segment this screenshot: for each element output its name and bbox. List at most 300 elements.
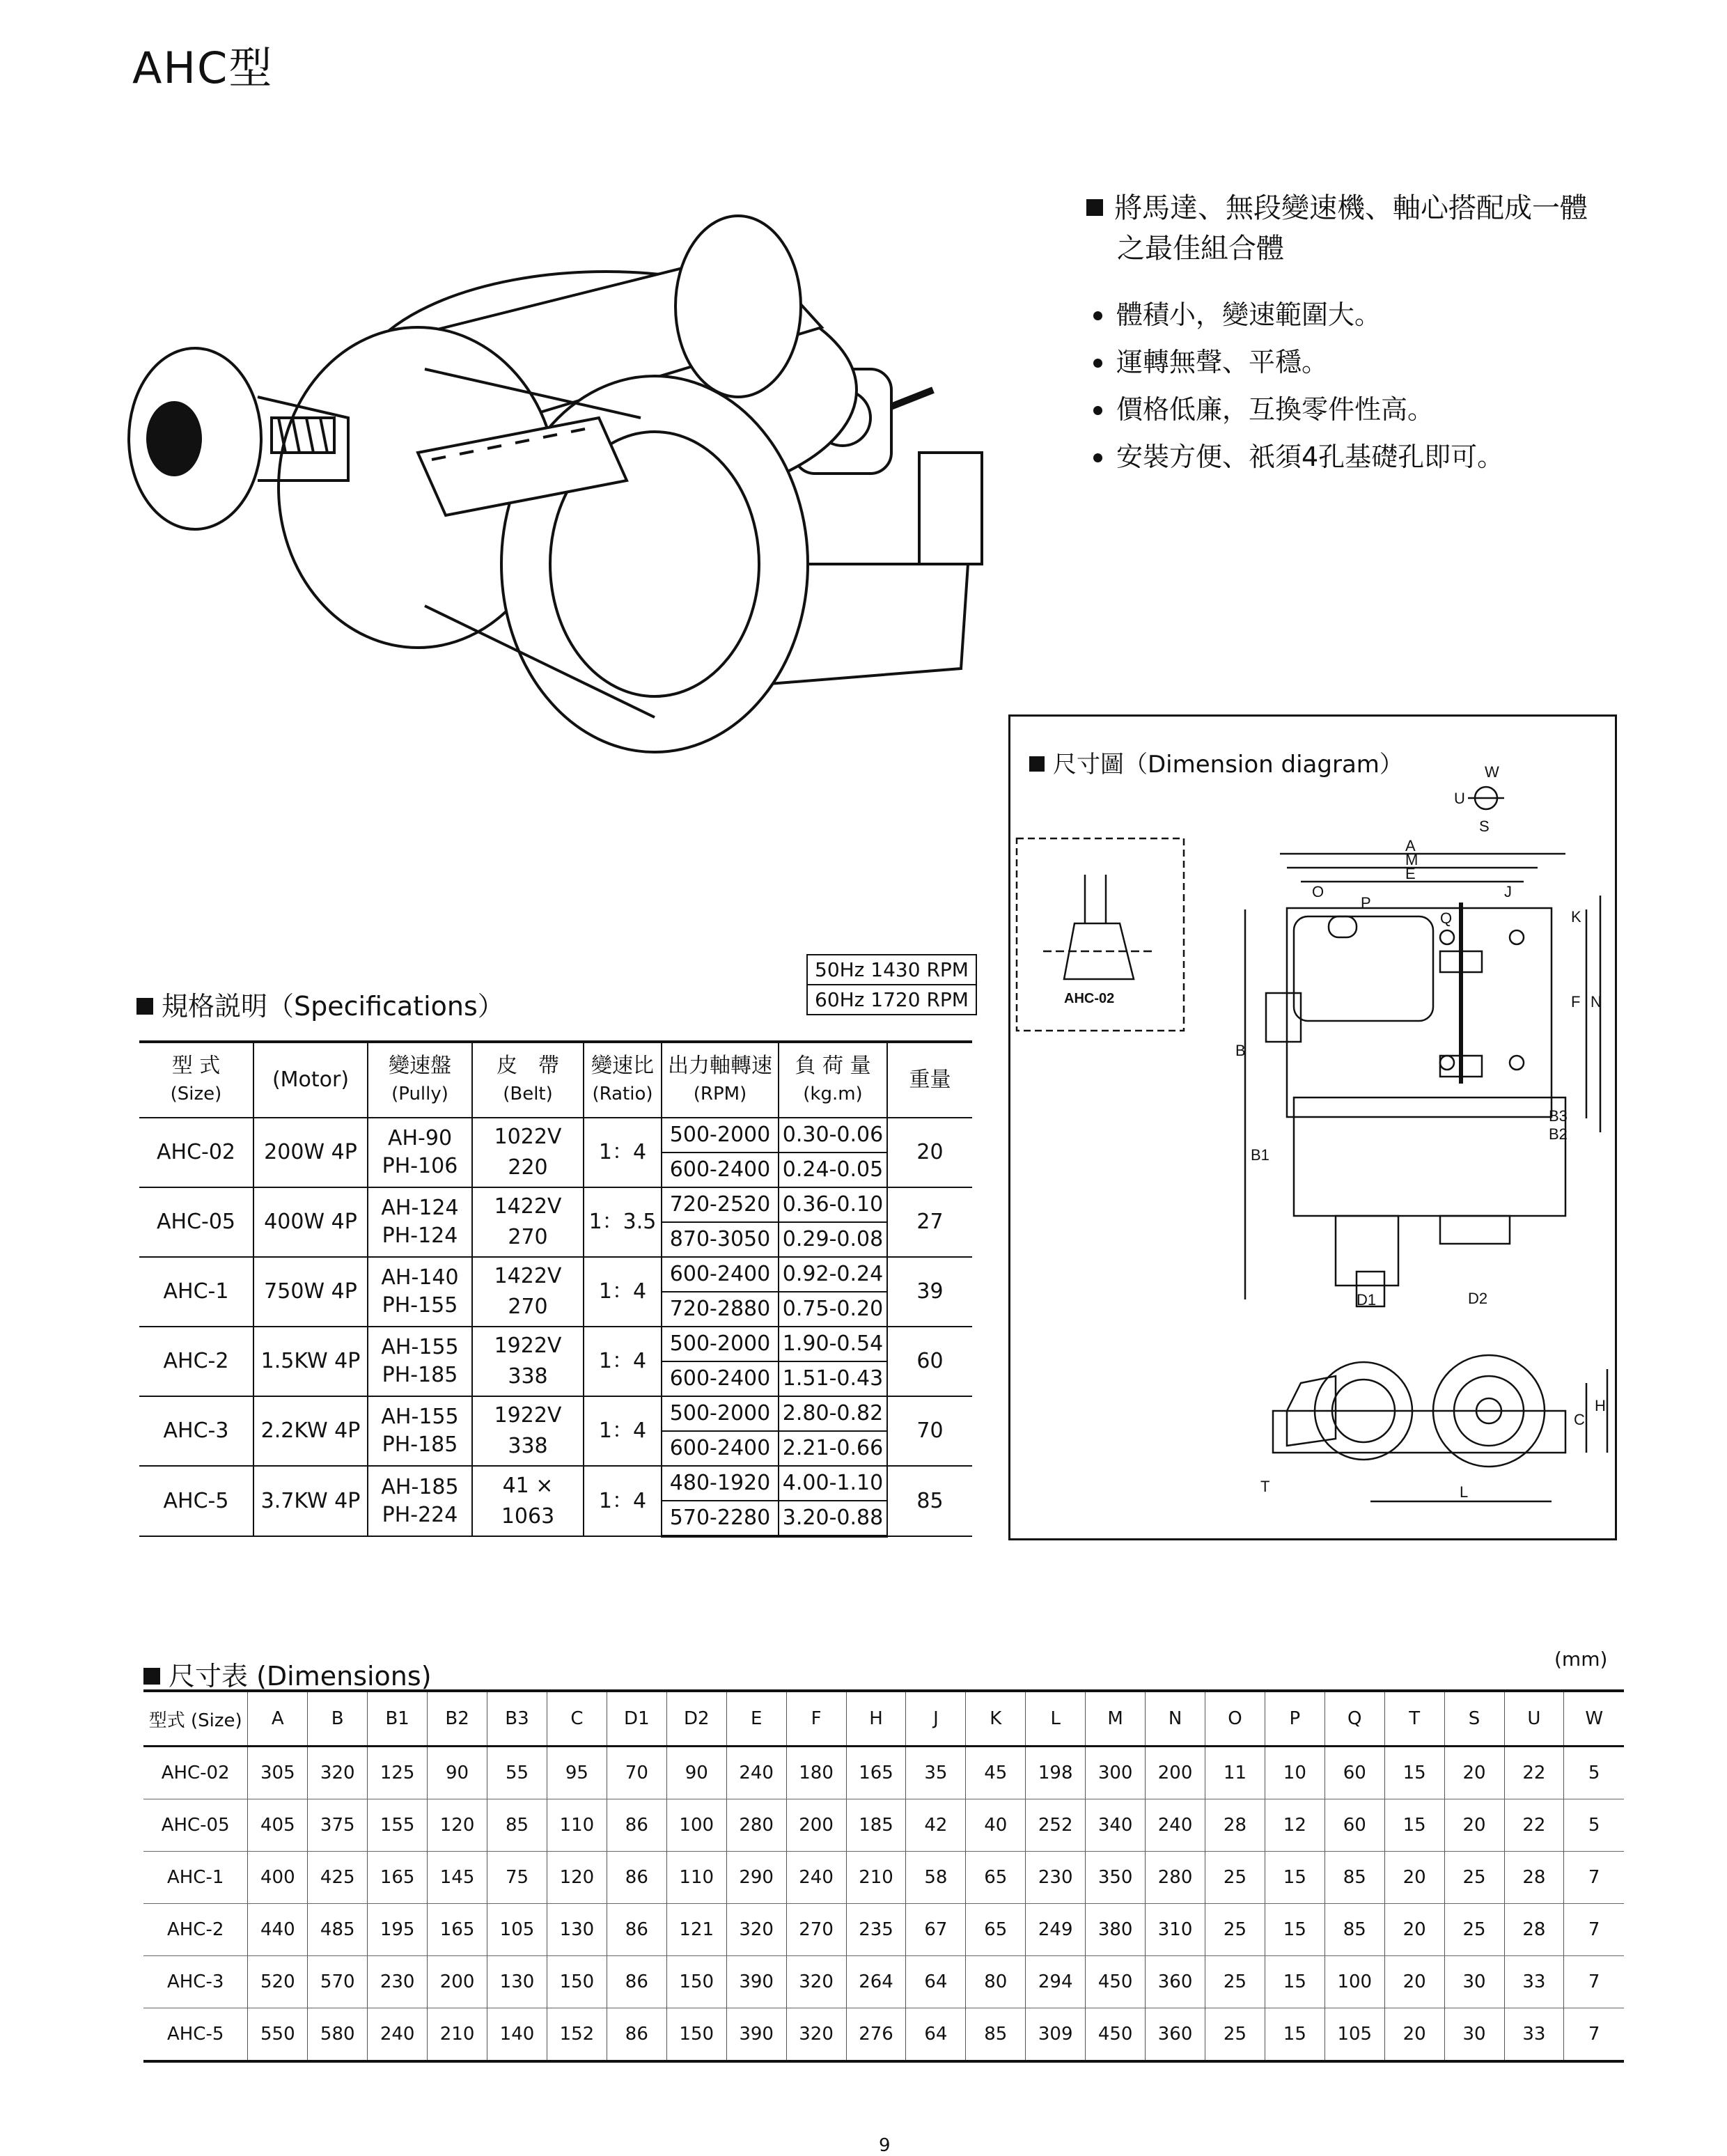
dim-value-cell: 90 — [666, 1747, 726, 1799]
spec-rpm: 500-2000 — [662, 1396, 779, 1431]
dim-header-cell: H — [846, 1691, 906, 1747]
inset-label: AHC-02 — [1064, 991, 1115, 1006]
spec-weight: 39 — [887, 1257, 972, 1327]
dim-value-cell: 11 — [1205, 1747, 1265, 1799]
dim-row — [143, 2008, 1624, 2062]
dim-value-cell: 210 — [428, 2008, 487, 2062]
label-t: T — [1260, 1478, 1270, 1495]
dim-value-cell: 100 — [666, 1799, 726, 1852]
dim-value-cell: 240 — [368, 2008, 428, 2062]
dim-value-cell: 33 — [1504, 2008, 1564, 2062]
dim-value-cell: 270 — [786, 1904, 846, 1956]
feature-item: 安裝方便、祇須4孔基礎孔即可。 — [1093, 433, 1503, 481]
dim-row — [143, 1904, 1624, 1956]
label-b: B — [1235, 1042, 1246, 1059]
dim-value-cell: 55 — [487, 1747, 547, 1799]
dim-value-cell: 400 — [248, 1852, 308, 1904]
spec-motor: 400W 4P — [253, 1187, 368, 1257]
spec-motor: 2.2KW 4P — [253, 1396, 368, 1466]
spec-pully-line: PH-124 — [382, 1224, 458, 1248]
dim-value-cell: 15 — [1265, 1956, 1324, 2008]
dim-value-cell: 25 — [1205, 1904, 1265, 1956]
dim-value-cell: 360 — [1146, 1956, 1205, 2008]
dim-header-cell: D2 — [666, 1691, 726, 1747]
label-e: E — [1405, 865, 1416, 882]
dim-value-cell: 85 — [1324, 1852, 1384, 1904]
page-number: 9 — [879, 2135, 891, 2156]
spec-section-title: 規格説明（Specifications） — [136, 985, 504, 1023]
square-bullet-icon — [143, 1668, 160, 1685]
spec-ratio: 1：4 — [584, 1466, 662, 1536]
dim-value-cell: 20 — [1444, 1747, 1504, 1799]
dim-value-cell: 28 — [1205, 1799, 1265, 1852]
spec-rpm: 600-2400 — [662, 1257, 779, 1292]
bullet-icon — [1093, 359, 1102, 368]
spec-rpm: 570-2280 — [662, 1501, 779, 1536]
dim-value-cell: 86 — [607, 2008, 666, 2062]
label-u: U — [1454, 790, 1465, 807]
spec-rpm: 500-2000 — [662, 1327, 779, 1361]
spec-header-main: (Motor) — [272, 1068, 350, 1092]
dimension-diagram-title: 尺寸圖（Dimension diagram） — [1029, 745, 1403, 779]
dim-value-cell: 121 — [666, 1904, 726, 1956]
dim-value-cell: 520 — [248, 1956, 308, 2008]
spec-header-main: 出力軸轉速 — [668, 1054, 772, 1078]
spec-load: 0.24-0.05 — [779, 1153, 887, 1187]
spec-ratio: 1：3.5 — [584, 1187, 662, 1257]
dim-value-cell: 235 — [846, 1904, 906, 1956]
dim-value-cell: 15 — [1384, 1799, 1444, 1852]
dim-header-cell: U — [1504, 1691, 1564, 1747]
dim-header-cell: S — [1444, 1691, 1504, 1747]
dim-value-cell: 28 — [1504, 1904, 1564, 1956]
dim-value-cell: 200 — [786, 1799, 846, 1852]
dim-value-cell: 264 — [846, 1956, 906, 2008]
dim-value-cell: 20 — [1384, 2008, 1444, 2062]
dim-value-cell: 310 — [1146, 1904, 1205, 1956]
dim-header-cell: F — [786, 1691, 846, 1747]
dim-value-cell: 22 — [1504, 1747, 1564, 1799]
dim-header-cell: W — [1564, 1691, 1624, 1747]
dim-value-cell: 130 — [547, 1904, 607, 1956]
spec-pully-line: AH-155 — [381, 1335, 459, 1359]
label-d1: D1 — [1357, 1291, 1377, 1309]
dim-value-cell: 145 — [428, 1852, 487, 1904]
spec-load: 2.80-0.82 — [779, 1396, 887, 1431]
label-c: C — [1574, 1411, 1585, 1428]
dim-value-cell: 86 — [607, 1956, 666, 2008]
spec-header-sub: (Belt) — [503, 1084, 553, 1104]
unit-label: (mm) — [1554, 1648, 1608, 1671]
dim-value-cell: 60 — [1324, 1747, 1384, 1799]
dim-header-cell: L — [1026, 1691, 1086, 1747]
dim-value-cell: 380 — [1086, 1904, 1146, 1956]
dim-header-cell: 型式 (Size) — [143, 1691, 248, 1747]
bullet-icon — [1093, 311, 1102, 320]
spec-pully-line: PH-224 — [382, 1502, 458, 1527]
label-m: M — [1405, 851, 1419, 868]
dim-value-cell: 200 — [428, 1956, 487, 2008]
dim-value-cell: 450 — [1086, 1956, 1146, 2008]
dim-header-cell: D1 — [607, 1691, 666, 1747]
spec-row — [139, 1118, 972, 1153]
dim-value-cell: 440 — [248, 1904, 308, 1956]
spec-weight: 60 — [887, 1327, 972, 1396]
spec-row — [139, 1187, 972, 1222]
dimension-diagram — [1008, 714, 1613, 1536]
dim-value-cell: 80 — [966, 1956, 1026, 2008]
feature-item: 價格低廉，互換零件性高。 — [1093, 386, 1503, 433]
spec-rpm: 600-2400 — [662, 1361, 779, 1396]
spec-pully — [368, 1327, 472, 1396]
dim-value-cell: 35 — [906, 1747, 966, 1799]
dim-value-cell: 85 — [966, 2008, 1026, 2062]
spec-size: AHC-05 — [139, 1187, 253, 1257]
spec-header-sub: (Ratio) — [592, 1084, 653, 1104]
spec-header-main: 變速比 — [591, 1054, 654, 1078]
label-h: H — [1595, 1397, 1606, 1414]
spec-pully — [368, 1118, 472, 1187]
spec-pully-line: AH-140 — [381, 1265, 459, 1290]
spec-pully — [368, 1396, 472, 1466]
dim-value-cell: 200 — [1146, 1747, 1205, 1799]
spec-rpm: 600-2400 — [662, 1153, 779, 1187]
dim-value-cell: 20 — [1384, 1852, 1444, 1904]
dim-value-cell: 230 — [368, 1956, 428, 2008]
spec-weight: 70 — [887, 1396, 972, 1466]
dim-value-cell: 140 — [487, 2008, 547, 2062]
spec-table — [139, 1040, 972, 1538]
spec-size: AHC-5 — [139, 1466, 253, 1536]
spec-weight: 20 — [887, 1118, 972, 1187]
dim-value-cell: 375 — [308, 1799, 368, 1852]
spec-header-cell — [368, 1042, 472, 1118]
dim-header-cell: P — [1265, 1691, 1324, 1747]
label-d2: D2 — [1468, 1290, 1488, 1307]
feature-heading: 將馬達、無段變速機、軸心搭配成一體 之最佳組合體 — [1086, 188, 1657, 269]
dim-value-cell: 280 — [1146, 1852, 1205, 1904]
dim-value-cell: 45 — [966, 1747, 1026, 1799]
spec-load: 1.51-0.43 — [779, 1361, 887, 1396]
spec-load: 2.21-0.66 — [779, 1431, 887, 1466]
label-o: O — [1312, 883, 1324, 900]
spec-motor: 3.7KW 4P — [253, 1466, 368, 1536]
spec-row — [139, 1466, 972, 1501]
dim-header-cell: B — [308, 1691, 368, 1747]
dim-value-cell: 320 — [726, 1904, 786, 1956]
dim-value-cell: 150 — [666, 1956, 726, 2008]
dim-value-cell: 60 — [1324, 1799, 1384, 1852]
dim-value-cell: 570 — [308, 1956, 368, 2008]
dim-value-cell: 405 — [248, 1799, 308, 1852]
dim-size-cell: AHC-5 — [143, 2008, 248, 2062]
dim-header-cell: B2 — [428, 1691, 487, 1747]
label-q: Q — [1440, 909, 1453, 927]
dim-value-cell: 320 — [308, 1747, 368, 1799]
dim-value-cell: 100 — [1324, 1956, 1384, 2008]
spec-header-main: 負 荷 量 — [795, 1054, 871, 1078]
spec-header-sub: (kg.m) — [803, 1084, 863, 1104]
label-b2: B2 — [1549, 1125, 1568, 1143]
dim-value-cell: 309 — [1026, 2008, 1086, 2062]
spec-pully-line: AH-90 — [387, 1126, 453, 1150]
spec-pully-line: PH-106 — [382, 1154, 458, 1178]
dim-value-cell: 390 — [726, 1956, 786, 2008]
dim-value-cell: 125 — [368, 1747, 428, 1799]
spec-belt: 1422V 270 — [472, 1257, 584, 1327]
spec-weight: 27 — [887, 1187, 972, 1257]
spec-belt: 1422V 270 — [472, 1187, 584, 1257]
dim-value-cell: 22 — [1504, 1799, 1564, 1852]
dim-value-cell: 105 — [487, 1904, 547, 1956]
dim-value-cell: 95 — [547, 1747, 607, 1799]
spec-header-cell — [253, 1042, 368, 1118]
spec-row — [139, 1327, 972, 1361]
dim-value-cell: 185 — [846, 1799, 906, 1852]
spec-header-main: 變速盤 — [389, 1054, 451, 1078]
spec-motor: 750W 4P — [253, 1257, 368, 1327]
dim-value-cell: 280 — [726, 1799, 786, 1852]
rpm-box — [806, 954, 977, 1015]
dim-value-cell: 294 — [1026, 1956, 1086, 2008]
spec-row — [139, 1257, 972, 1292]
rpm-60hz: 60Hz 1720 RPM — [808, 984, 976, 1014]
dim-value-cell: 240 — [1146, 1799, 1205, 1852]
dim-value-cell: 64 — [906, 2008, 966, 2062]
dim-value-cell: 7 — [1564, 1852, 1624, 1904]
dim-value-cell: 67 — [906, 1904, 966, 1956]
dim-value-cell: 165 — [368, 1852, 428, 1904]
label-k: K — [1571, 908, 1581, 925]
spec-rpm: 500-2000 — [662, 1118, 779, 1153]
dim-row — [143, 1799, 1624, 1852]
spec-header-main: 型 式 — [171, 1054, 221, 1078]
bullet-icon — [1093, 453, 1102, 462]
dim-value-cell: 450 — [1086, 2008, 1146, 2062]
spec-header-sub: (Pully) — [391, 1084, 448, 1104]
dim-header-cell: C — [547, 1691, 607, 1747]
dim-value-cell: 360 — [1146, 2008, 1205, 2062]
dim-value-cell: 240 — [726, 1747, 786, 1799]
dim-section-title: 尺寸表 (Dimensions) — [143, 1655, 432, 1693]
bullet-icon — [1093, 406, 1102, 415]
dim-value-cell: 130 — [487, 1956, 547, 2008]
dim-value-cell: 152 — [547, 2008, 607, 2062]
spec-load: 0.36-0.10 — [779, 1187, 887, 1222]
spec-load: 3.20-0.88 — [779, 1501, 887, 1536]
spec-ratio: 1：4 — [584, 1327, 662, 1396]
spec-header-sub: (Size) — [170, 1084, 222, 1104]
dim-value-cell: 110 — [547, 1799, 607, 1852]
label-p: P — [1361, 894, 1371, 912]
dim-value-cell: 120 — [547, 1852, 607, 1904]
dim-value-cell: 30 — [1444, 2008, 1504, 2062]
dim-value-cell: 70 — [607, 1747, 666, 1799]
dim-value-cell: 165 — [428, 1904, 487, 1956]
label-l: L — [1460, 1483, 1469, 1501]
feature-item: 運轉無聲、平穩。 — [1093, 338, 1503, 386]
dim-value-cell: 90 — [428, 1747, 487, 1799]
dim-header-cell: N — [1146, 1691, 1205, 1747]
spec-ratio: 1：4 — [584, 1396, 662, 1466]
dim-value-cell: 550 — [248, 2008, 308, 2062]
dim-header-cell: K — [966, 1691, 1026, 1747]
dim-value-cell: 15 — [1265, 2008, 1324, 2062]
dim-value-cell: 40 — [966, 1799, 1026, 1852]
dim-value-cell: 86 — [607, 1799, 666, 1852]
dim-value-cell: 20 — [1444, 1799, 1504, 1852]
dim-value-cell: 276 — [846, 2008, 906, 2062]
spec-ratio: 1：4 — [584, 1118, 662, 1187]
dim-header-cell: O — [1205, 1691, 1265, 1747]
dim-value-cell: 110 — [666, 1852, 726, 1904]
dim-value-cell: 425 — [308, 1852, 368, 1904]
dim-value-cell: 155 — [368, 1799, 428, 1852]
spec-header-cell — [139, 1042, 253, 1118]
dim-value-cell: 25 — [1444, 1904, 1504, 1956]
spec-pully-line: PH-185 — [382, 1363, 458, 1387]
dim-value-cell: 25 — [1205, 1852, 1265, 1904]
spec-header-main: 皮 帶 — [497, 1054, 559, 1078]
spec-header-cell — [779, 1042, 887, 1118]
dim-value-cell: 180 — [786, 1747, 846, 1799]
dim-header-cell: B3 — [487, 1691, 547, 1747]
dim-size-cell: AHC-05 — [143, 1799, 248, 1852]
spec-header-cell — [662, 1042, 779, 1118]
spec-pully-line: AH-155 — [381, 1405, 459, 1429]
feature-list — [1093, 291, 1503, 481]
spec-header-cell — [887, 1042, 972, 1118]
dim-value-cell: 300 — [1086, 1747, 1146, 1799]
dim-value-cell: 20 — [1384, 1904, 1444, 1956]
label-a: A — [1405, 837, 1416, 854]
dim-value-cell: 75 — [487, 1852, 547, 1904]
dim-size-cell: AHC-3 — [143, 1956, 248, 2008]
dim-value-cell: 390 — [726, 2008, 786, 2062]
label-n: N — [1591, 993, 1602, 1010]
square-bullet-icon — [136, 998, 153, 1015]
dim-value-cell: 5 — [1564, 1799, 1624, 1852]
rpm-50hz: 50Hz 1430 RPM — [815, 958, 969, 981]
spec-load: 0.30-0.06 — [779, 1118, 887, 1153]
dim-header-cell: J — [906, 1691, 966, 1747]
dim-value-cell: 249 — [1026, 1904, 1086, 1956]
dim-size-cell: AHC-02 — [143, 1747, 248, 1799]
spec-load: 4.00-1.10 — [779, 1466, 887, 1501]
dim-value-cell: 42 — [906, 1799, 966, 1852]
spec-rpm: 720-2520 — [662, 1187, 779, 1222]
dim-value-cell: 15 — [1265, 1904, 1324, 1956]
dim-value-cell: 105 — [1324, 2008, 1384, 2062]
dim-value-cell: 320 — [786, 2008, 846, 2062]
dim-value-cell: 7 — [1564, 1956, 1624, 2008]
spec-pully — [368, 1466, 472, 1536]
dim-value-cell: 20 — [1384, 1956, 1444, 2008]
dim-size-cell: AHC-2 — [143, 1904, 248, 1956]
feature-item: 體積小，變速範圍大。 — [1093, 291, 1503, 338]
dim-row — [143, 1747, 1624, 1799]
dim-value-cell: 198 — [1026, 1747, 1086, 1799]
dim-value-cell: 25 — [1444, 1852, 1504, 1904]
label-j: J — [1504, 883, 1512, 900]
dim-value-cell: 15 — [1384, 1747, 1444, 1799]
dim-header-cell: E — [726, 1691, 786, 1747]
spec-row — [139, 1396, 972, 1431]
dim-row — [143, 1852, 1624, 1904]
spec-size: AHC-02 — [139, 1118, 253, 1187]
label-b3: B3 — [1549, 1107, 1568, 1125]
spec-pully-line: AH-124 — [381, 1196, 459, 1220]
spec-load: 1.90-0.54 — [779, 1327, 887, 1361]
spec-weight: 85 — [887, 1466, 972, 1536]
dim-value-cell: 25 — [1205, 2008, 1265, 2062]
spec-header-sub: (RPM) — [693, 1084, 747, 1104]
dim-value-cell: 7 — [1564, 1904, 1624, 1956]
dim-value-cell: 5 — [1564, 1747, 1624, 1799]
spec-pully-line: AH-185 — [381, 1474, 459, 1499]
dim-value-cell: 85 — [487, 1799, 547, 1852]
dim-header-cell: B1 — [368, 1691, 428, 1747]
spec-header-main: 重量 — [909, 1068, 951, 1092]
spec-load: 0.75-0.20 — [779, 1292, 887, 1327]
spec-belt: 1922V 338 — [472, 1327, 584, 1396]
spec-pully-line: PH-185 — [382, 1432, 458, 1457]
dim-value-cell: 320 — [786, 1956, 846, 2008]
label-b1: B1 — [1251, 1146, 1269, 1164]
dim-header-cell: Q — [1324, 1691, 1384, 1747]
dim-value-cell: 65 — [966, 1852, 1026, 1904]
dim-value-cell: 86 — [607, 1852, 666, 1904]
dim-header-cell: T — [1384, 1691, 1444, 1747]
dimension-table — [143, 1689, 1624, 2063]
dim-value-cell: 210 — [846, 1852, 906, 1904]
dim-value-cell: 85 — [1324, 1904, 1384, 1956]
label-f: F — [1571, 993, 1581, 1010]
dim-value-cell: 15 — [1265, 1852, 1324, 1904]
dim-value-cell: 25 — [1205, 1956, 1265, 2008]
dim-value-cell: 150 — [547, 1956, 607, 2008]
dim-value-cell: 240 — [786, 1852, 846, 1904]
spec-pully — [368, 1257, 472, 1327]
spec-load: 0.29-0.08 — [779, 1222, 887, 1257]
dim-value-cell: 120 — [428, 1799, 487, 1852]
spec-size: AHC-2 — [139, 1327, 253, 1396]
spec-ratio: 1：4 — [584, 1257, 662, 1327]
dim-value-cell: 150 — [666, 2008, 726, 2062]
spec-belt: 1022V 220 — [472, 1118, 584, 1187]
spec-belt: 41 × 1063 — [472, 1466, 584, 1536]
dim-header-cell: A — [248, 1691, 308, 1747]
dim-value-cell: 252 — [1026, 1799, 1086, 1852]
dim-value-cell: 12 — [1265, 1799, 1324, 1852]
square-bullet-icon — [1086, 199, 1103, 216]
dim-value-cell: 485 — [308, 1904, 368, 1956]
spec-motor: 200W 4P — [253, 1118, 368, 1187]
spec-pully-line: PH-155 — [382, 1293, 458, 1318]
spec-size: AHC-1 — [139, 1257, 253, 1327]
label-s: S — [1479, 818, 1490, 835]
spec-rpm: 720-2880 — [662, 1292, 779, 1327]
dim-row — [143, 1956, 1624, 2008]
dim-value-cell: 33 — [1504, 1956, 1564, 2008]
spec-header-cell — [472, 1042, 584, 1118]
dim-value-cell: 86 — [607, 1904, 666, 1956]
dim-value-cell: 165 — [846, 1747, 906, 1799]
spec-size: AHC-3 — [139, 1396, 253, 1466]
dim-value-cell: 28 — [1504, 1852, 1564, 1904]
dim-value-cell: 290 — [726, 1852, 786, 1904]
dim-value-cell: 305 — [248, 1747, 308, 1799]
